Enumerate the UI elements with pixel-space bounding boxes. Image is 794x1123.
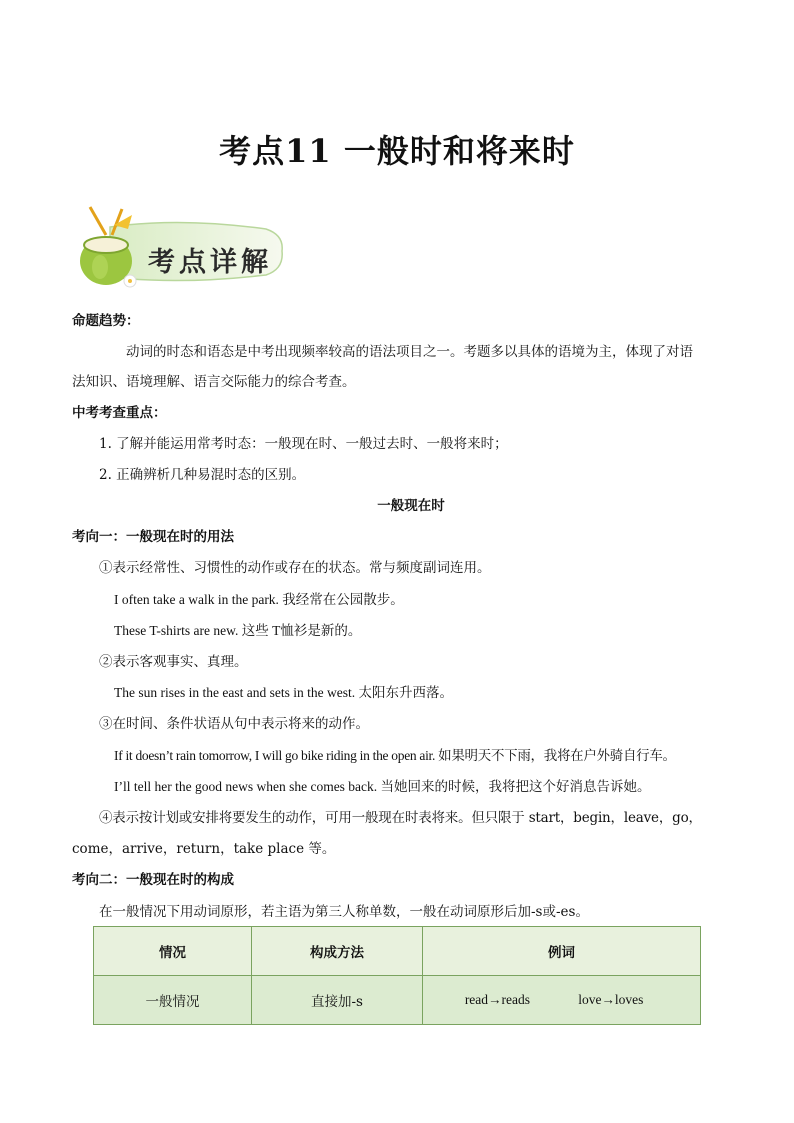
trend-text-1: 动词的时态和语态是中考出现频率较高的语法项目之一。考题多以具体的语境为主，体现了对语 (126, 344, 693, 360)
example-1: I often take a walk in the park. 我经常在公园散步。 (114, 592, 404, 607)
usage-2: ②表示客观事实、真理。 (99, 654, 248, 670)
usage-4-line2: come，arrive，return，take place 等。 (72, 841, 336, 857)
section-title: 一般现在时 (377, 498, 445, 514)
example-word-2: love→loves (578, 992, 644, 1007)
table-header-examples: 例词 (423, 927, 701, 976)
trend-heading: 命题趋势： (72, 313, 140, 329)
banner-label: 考点详解 (148, 247, 272, 278)
direction2-intro: 在一般情况下用动词原形，若主语为第三人称单数，一般在动词原形后加-s或-es。 (99, 904, 589, 920)
table-header-case: 情况 (94, 927, 252, 976)
focus-item-1: 1. 了解并能运用常考时态：一般现在时、一般过去时、一般将来时； (99, 436, 508, 452)
formation-table (93, 926, 701, 1025)
direction1-heading: 考向一：一般现在时的用法 (72, 529, 234, 545)
example-word-1: read→reads (464, 992, 531, 1007)
table-cell-case: 一般情况 (94, 976, 252, 1025)
example-3: The sun rises in the east and sets in the west. 太阳东升西落。 (114, 685, 453, 700)
trend-text-2: 法知识、语境理解、语言交际能力的综合考查。 (72, 374, 356, 390)
example-4: If it doesn’t rain tomorrow, I will go bike riding in the open air. 如果明天不下雨，我将在户外骑自行车。 (114, 748, 676, 763)
usage-4-line1: ④表示按计划或安排将要发生的动作，可用一般现在时表将来。但只限于 start，begin，leave，go， (99, 810, 702, 826)
example-5: I’ll tell her the good news when she comes back. 当她回来的时候，我将把这个好消息告诉她。 (114, 779, 651, 794)
example-2: These T-shirts are new. 这些 T恤衫是新的。 (114, 623, 362, 638)
table-row (94, 976, 701, 1025)
direction2-heading: 考向二：一般现在时的构成 (72, 872, 234, 888)
table-header-row (94, 927, 701, 976)
focus-heading: 中考考查重点： (72, 405, 167, 421)
page-title: 考点11 一般时和将来时 (219, 132, 575, 170)
table-header-method: 构成方法 (252, 927, 423, 976)
usage-1: ①表示经常性、习惯性的动作或存在的状态。常与频度副词连用。 (99, 560, 491, 576)
table-cell-examples (423, 976, 701, 1025)
focus-item-2: 2. 正确辨析几种易混时态的区别。 (99, 467, 306, 483)
table-cell-method: 直接加-s (252, 976, 423, 1025)
usage-3: ③在时间、条件状语从句中表示将来的动作。 (99, 716, 369, 732)
